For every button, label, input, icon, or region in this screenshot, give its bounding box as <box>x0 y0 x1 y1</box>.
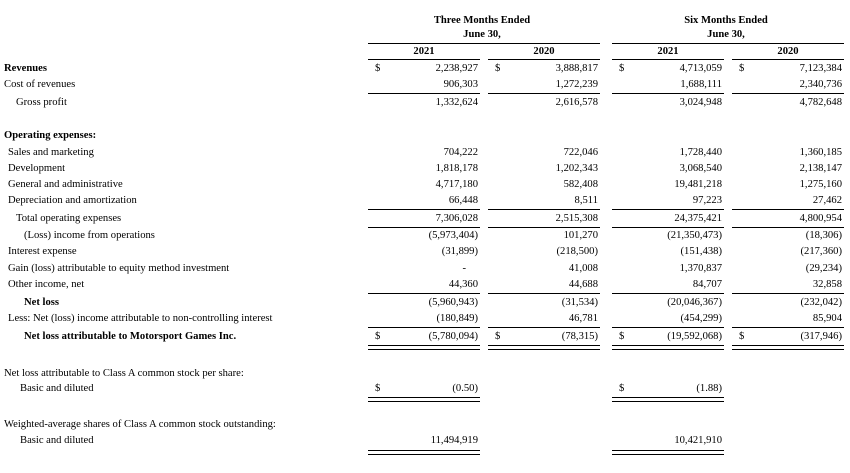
cell-value: 722,046 <box>563 147 598 158</box>
cell-value: (31,534) <box>561 297 598 308</box>
cell-value: 1,360,185 <box>799 147 842 158</box>
total-double-rule <box>612 345 724 350</box>
row-label: Total operating expenses <box>16 213 122 224</box>
cell-value: 582,408 <box>563 179 598 190</box>
subtotal-rule <box>612 227 724 228</box>
row-label: Net loss <box>24 297 60 308</box>
year-rule <box>612 59 724 60</box>
year-rule <box>488 59 600 60</box>
cell-value: (454,299) <box>680 313 722 324</box>
dollar-sign: $ <box>375 383 381 394</box>
cell-value: (5,780,094) <box>428 331 478 342</box>
cell-value: 24,375,421 <box>674 213 722 224</box>
total-double-rule <box>368 345 480 350</box>
row-label: Net loss attributable to Motorsport Games Inc. <box>24 331 237 342</box>
dollar-sign: $ <box>619 63 625 74</box>
dollar-sign: $ <box>619 383 625 394</box>
dollar-sign: $ <box>739 63 745 74</box>
cell-value: 19,481,218 <box>674 179 722 190</box>
cell-value: 1,688,111 <box>680 79 722 90</box>
cell-value: (180,849) <box>436 313 478 324</box>
cell-value: (78,315) <box>561 331 598 342</box>
cell-value: (0.50) <box>452 383 478 394</box>
total-double-rule <box>368 450 480 455</box>
cell-value: 2,340,736 <box>799 79 842 90</box>
subtotal-rule <box>368 93 480 94</box>
six-months-header: Six Months Ended <box>684 15 768 26</box>
row-label: Cost of revenues <box>4 79 76 90</box>
subtotal-rule <box>488 209 600 210</box>
row-label: Revenues <box>4 63 47 74</box>
cell-value: 11,494,919 <box>430 435 478 446</box>
total-double-rule <box>732 345 844 350</box>
cell-value: 44,688 <box>568 279 598 290</box>
row-label: (Loss) income from operations <box>24 230 155 241</box>
row-label: Net loss attributable to Class A common stock per share: <box>4 368 244 379</box>
subtotal-rule <box>732 327 844 328</box>
cell-value: (5,960,943) <box>428 297 478 308</box>
dollar-sign: $ <box>495 63 501 74</box>
cell-value: 44,360 <box>448 279 478 290</box>
cell-value: 4,713,059 <box>679 63 722 74</box>
cell-value: - <box>462 263 466 274</box>
cell-value: 10,421,910 <box>674 435 722 446</box>
subtotal-rule <box>368 293 480 294</box>
dollar-sign: $ <box>619 331 625 342</box>
year-rule <box>732 59 844 60</box>
cell-value: 84,707 <box>692 279 722 290</box>
cell-value: 4,782,648 <box>799 97 842 108</box>
cell-value: 2,238,927 <box>435 63 478 74</box>
row-label: Interest expense <box>8 246 77 257</box>
cell-value: 1,728,440 <box>679 147 722 158</box>
cell-value: 41,008 <box>568 263 598 274</box>
cell-value: (217,360) <box>800 246 842 257</box>
cell-value: 1,202,343 <box>555 163 598 174</box>
cell-value: 101,270 <box>563 230 598 241</box>
six-months-subheader: June 30, <box>707 29 745 40</box>
year-header: 2021 <box>657 46 679 57</box>
year-header: 2020 <box>533 46 555 57</box>
cell-value: 906,303 <box>443 79 478 90</box>
dollar-sign: $ <box>375 331 381 342</box>
cell-value: (1.88) <box>696 383 722 394</box>
section-heading: Operating expenses: <box>4 130 97 141</box>
cell-value: 7,306,028 <box>435 213 478 224</box>
subtotal-rule <box>368 209 480 210</box>
subtotal-rule <box>488 293 600 294</box>
cell-value: 2,616,578 <box>555 97 598 108</box>
row-label: Weighted-average shares of Class A common stock outstanding: <box>4 419 276 430</box>
row-label: General and administrative <box>8 179 123 190</box>
cell-value: 1,370,837 <box>679 263 722 274</box>
subtotal-rule <box>612 327 724 328</box>
cell-value: 1,272,239 <box>555 79 598 90</box>
subtotal-rule <box>732 93 844 94</box>
cell-value: 85,904 <box>812 313 842 324</box>
cell-value: 66,448 <box>448 195 478 206</box>
three-months-header: Three Months Ended <box>433 15 531 26</box>
total-double-rule <box>612 397 724 402</box>
dollar-sign: $ <box>495 331 501 342</box>
cell-value: 7,123,384 <box>799 63 842 74</box>
cell-value: (29,234) <box>805 263 842 274</box>
cell-value: (5,973,404) <box>428 230 478 241</box>
cell-value: (218,500) <box>556 246 598 257</box>
year-rule <box>368 59 480 60</box>
cell-value: 1,275,160 <box>799 179 842 190</box>
cell-value: 2,515,308 <box>555 213 598 224</box>
cell-value: 32,858 <box>812 279 842 290</box>
subtotal-rule <box>612 93 724 94</box>
cell-value: 97,223 <box>692 195 722 206</box>
header-rule-six <box>612 43 844 44</box>
row-label: Gross profit <box>16 97 67 108</box>
subtotal-rule <box>612 209 724 210</box>
total-double-rule <box>612 450 724 455</box>
subtotal-rule <box>732 227 844 228</box>
total-double-rule <box>368 397 480 402</box>
cell-value: 1,332,624 <box>435 97 478 108</box>
row-label: Other income, net <box>8 279 85 290</box>
subtotal-rule <box>612 293 724 294</box>
cell-value: (31,899) <box>441 246 478 257</box>
cell-value: 1,818,178 <box>435 163 478 174</box>
subtotal-rule <box>488 327 600 328</box>
cell-value: 3,024,948 <box>679 97 722 108</box>
row-label: Depreciation and amortization <box>8 195 137 206</box>
cell-value: (20,046,367) <box>667 297 722 308</box>
cell-value: 4,717,180 <box>435 179 478 190</box>
subtotal-rule <box>488 93 600 94</box>
cell-value: 3,888,817 <box>555 63 598 74</box>
cell-value: (21,350,473) <box>667 230 722 241</box>
three-months-subheader: June 30, <box>463 29 501 40</box>
row-label: Gain (loss) attributable to equity method investment <box>8 263 230 274</box>
cell-value: 27,462 <box>812 195 842 206</box>
subtotal-rule <box>368 327 480 328</box>
row-label: Sales and marketing <box>8 147 94 158</box>
cell-value: (151,438) <box>680 246 722 257</box>
row-label: Basic and diluted <box>20 383 94 394</box>
subtotal-rule <box>732 293 844 294</box>
cell-value: 4,800,954 <box>799 213 842 224</box>
row-label: Basic and diluted <box>20 435 94 446</box>
year-header: 2021 <box>413 46 435 57</box>
row-label: Less: Net (loss) income attributable to non-controlling interest <box>8 313 273 324</box>
dollar-sign: $ <box>739 331 745 342</box>
cell-value: (18,306) <box>805 230 842 241</box>
cell-value: 3,068,540 <box>679 163 722 174</box>
row-label: Development <box>8 163 66 174</box>
cell-value: (232,042) <box>800 297 842 308</box>
year-header: 2020 <box>777 46 799 57</box>
subtotal-rule <box>732 209 844 210</box>
cell-value: 2,138,147 <box>799 163 842 174</box>
cell-value: 8,511 <box>574 195 598 206</box>
total-double-rule <box>488 345 600 350</box>
subtotal-rule <box>368 227 480 228</box>
cell-value: 46,781 <box>568 313 598 324</box>
subtotal-rule <box>488 227 600 228</box>
header-rule-three <box>368 43 600 44</box>
cell-value: (317,946) <box>800 331 842 342</box>
cell-value: (19,592,068) <box>667 331 722 342</box>
cell-value: 704,222 <box>443 147 478 158</box>
dollar-sign: $ <box>375 63 381 74</box>
